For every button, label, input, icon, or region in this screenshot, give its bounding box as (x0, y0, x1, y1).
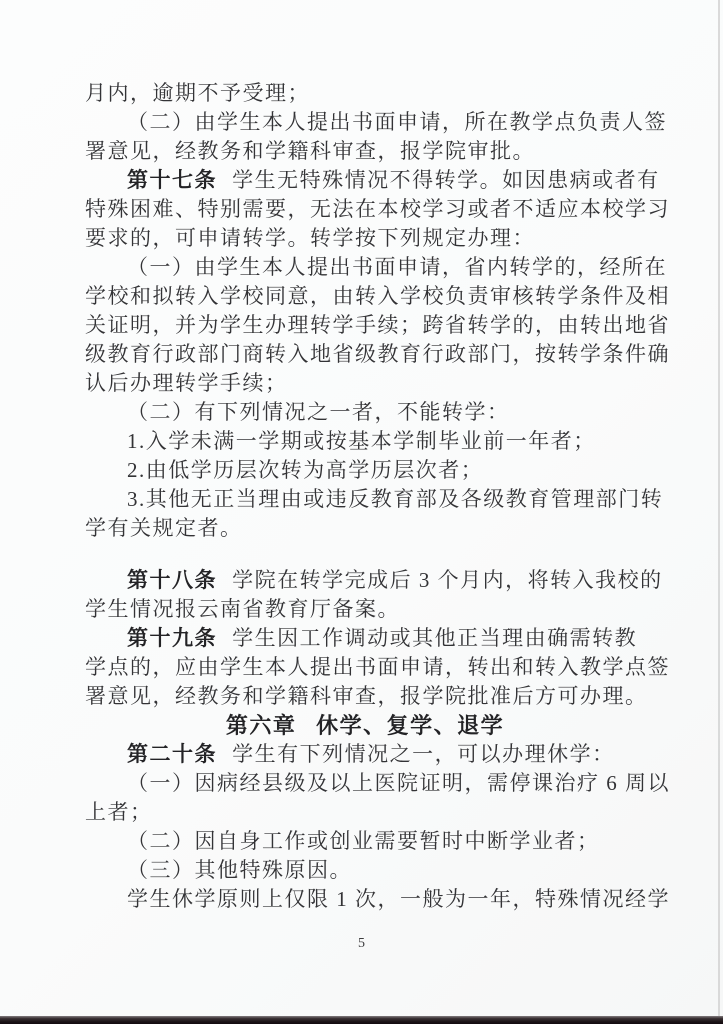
article-line (85, 566, 663, 595)
line-text: 级教育行政部门商转入地省级教育行政部门，按转学条件确 (85, 342, 670, 366)
text-line (85, 340, 670, 369)
text-line (85, 456, 645, 485)
text-line (85, 137, 645, 166)
text-line (85, 108, 667, 137)
line-text: 学生情况报云南省教育厅备案。 (85, 597, 400, 621)
text-line (85, 311, 670, 340)
scanner-edge-bar (0, 1016, 723, 1024)
line-text: 署意见，经教务和学籍科审查，报学院审批。 (85, 139, 535, 163)
text-line (85, 224, 645, 253)
page-number: 5 (358, 936, 365, 951)
text-line (85, 769, 670, 798)
article-line (85, 740, 645, 769)
text-line (85, 282, 670, 311)
article-number: 第十八条 (127, 569, 217, 592)
line-text: 休学、复学、退学 (316, 713, 505, 738)
text-line (85, 79, 645, 108)
line-text: 月内，逾期不予受理； (85, 81, 310, 105)
line-text: 学生休学原则上仅限 1 次，一般为一年，特殊情况经学 (127, 887, 670, 911)
line-text: 署意见，经教务和学籍科审查，报学院批准后方可办理。 (85, 684, 648, 708)
text-line (85, 682, 648, 711)
line-text: 要求的，可申请转学。转学按下列规定办理： (85, 226, 535, 250)
line-text: 学生因工作调动或其他正当理由确需转教 (232, 626, 638, 650)
chapter-number: 第六章 (225, 713, 297, 738)
line-text: （二）因自身工作或创业需要暂时中断学业者； (127, 829, 600, 853)
text-line (85, 885, 670, 914)
text-line (85, 253, 667, 282)
text-line (85, 398, 645, 427)
line-text: 上者； (85, 800, 153, 824)
line-text: 学点的，应由学生本人提出书面申请，转出和转入教学点签 (85, 655, 670, 679)
line-text: 学院在转学完成后 3 个月内，将转入我校的 (232, 568, 663, 592)
line-text: （三）其他特殊原因。 (127, 858, 352, 882)
text-line (85, 514, 645, 543)
line-text: （二）由学生本人提出书面申请，所在教学点负责人签 (127, 110, 667, 134)
text-line (85, 595, 645, 624)
article-line (85, 166, 660, 195)
line-text: 学生无特殊情况不得转学。如因患病或者有 (232, 168, 660, 192)
article-number: 第十九条 (127, 627, 217, 650)
line-text: （一）由学生本人提出书面申请，省内转学的，经所在 (127, 255, 667, 279)
text-line (85, 653, 670, 682)
page-edge-shadow (718, 0, 720, 1017)
line-text: 2.由低学历层次转为高学历层次者； (127, 458, 484, 482)
text-line (85, 485, 664, 514)
text-line (85, 798, 645, 827)
line-text: 1.入学未满一学期或按基本学制毕业前一年者； (127, 429, 596, 453)
text-line (85, 427, 645, 456)
line-text: 学生有下列情况之一，可以办理休学： (232, 742, 615, 766)
line-text: 3.其他无正当理由或违反教育部及各级教育管理部门转 (127, 487, 664, 511)
article-number: 第十七条 (127, 169, 217, 192)
text-line (85, 195, 670, 224)
chapter-heading (85, 711, 645, 740)
article-line (85, 624, 645, 653)
line-text: 特殊困难、特别需要，无法在本校学习或者不适应本校学习 (85, 197, 670, 221)
text-line (85, 856, 645, 885)
document-body (85, 79, 670, 914)
text-line (85, 369, 645, 398)
line-text: 学有关规定者。 (85, 516, 243, 540)
line-text: 认后办理转学手续； (85, 371, 288, 395)
line-text: 学校和拟转入学校同意，由转入学校负责审核转学条件及相 (85, 284, 670, 308)
line-text: （一）因病经县级及以上医院证明，需停课治疗 6 周以 (127, 771, 670, 795)
text-line (85, 827, 645, 856)
article-number: 第二十条 (127, 743, 217, 766)
line-text: （二）有下列情况之一者，不能转学： (127, 400, 510, 424)
line-text: 关证明，并为学生办理转学手续；跨省转学的，由转出地省 (85, 313, 670, 337)
